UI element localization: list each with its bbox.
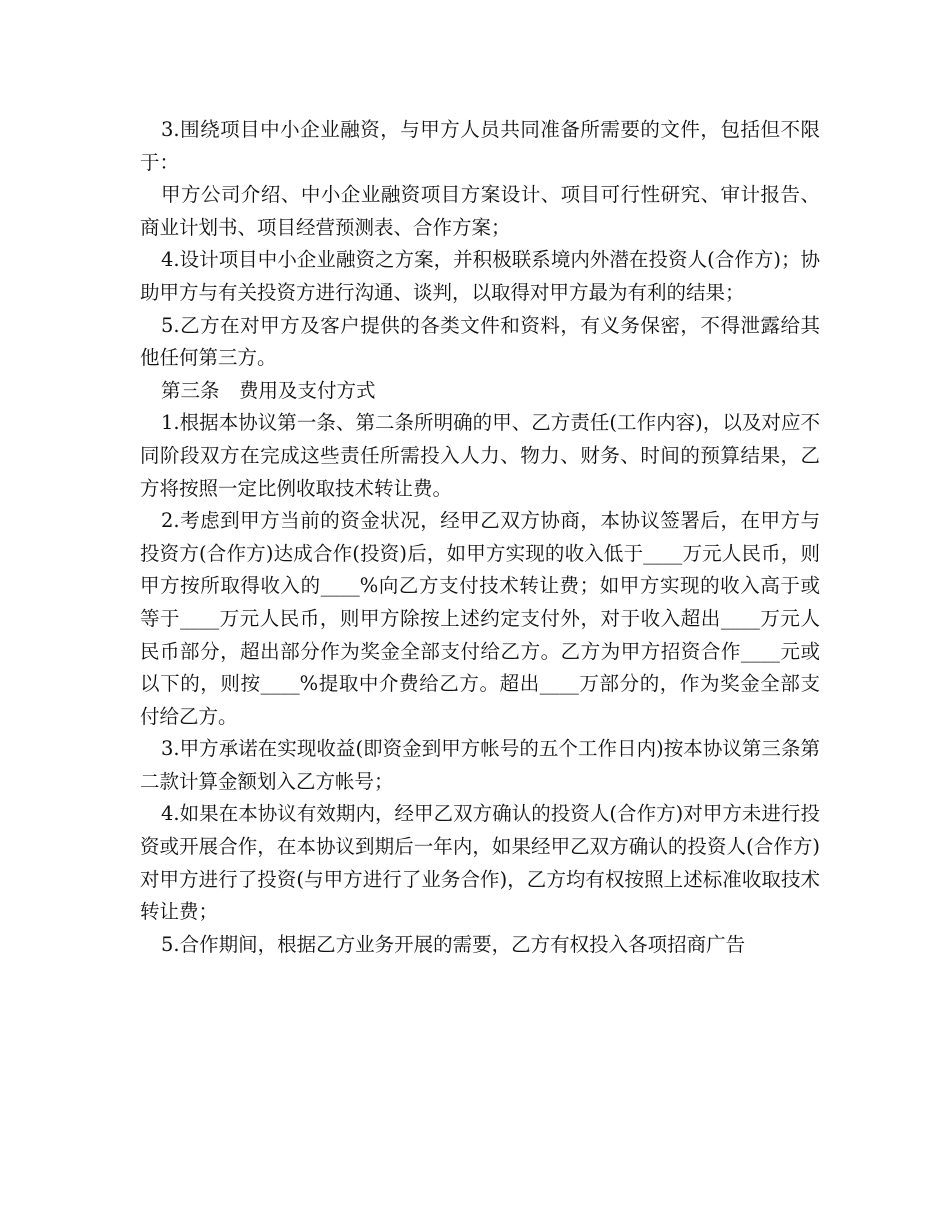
clause-3-item-5: 5.合作期间，根据乙方业务开展的需要，乙方有权投入各项招商广告 bbox=[161, 932, 746, 956]
clause-2-item-5: 5.乙方在对甲方及客户提供的各类文件和资料，有义务保密，不得泄露给其他任何第三方。 bbox=[140, 313, 820, 370]
clause-2-item-3-documents-list: 甲方公司介绍、中小企业融资项目方案设计、项目可行性研究、审计报告、商业计划书、项目经营预测表、合作方案； bbox=[140, 183, 820, 239]
clause-3-item-1: 1.根据本协议第一条、第二条所明确的甲、乙方责任(工作内容)，以及对应不同阶段双方在完成这些责任所需投入人力、物力、财务、时间的预算结果，乙方将按照一定比例收取技术转让费。 bbox=[140, 411, 820, 500]
clause-2-item-3: 3.围绕项目中小企业融资，与甲方人员共同准备所需要的文件，包括但不限于： bbox=[140, 118, 820, 174]
clause-3-item-2: 2.考虑到甲方当前的资金状况，经甲乙双方协商，本协议签署后，在甲方与投资方(合作方)达成合作(投资)后，如甲方实现的收入低于____万元人民币，则甲方按所取得收入的____%向乙方支付技术转让费；如甲方实现的收入高于或等于____万元人民币，则甲方除按上述约定支付外，对于收入超出____万元人民币部分，超出部分作为奖金全部支付给乙方。乙方为甲方招资合作____元或以下的，则按____%提取中介费给乙方。超出____万部分的，作为奖金全部支付给乙方。 bbox=[140, 509, 820, 728]
document-page bbox=[140, 114, 820, 961]
clause-3-heading: 第三条 费用及支付方式 bbox=[161, 378, 376, 402]
clause-3-item-3: 3.甲方承诺在实现收益(即资金到甲方帐号的五个工作日内)按本协议第三条第二款计算金额划入乙方帐号； bbox=[140, 737, 820, 793]
clause-2-item-4: 4.设计项目中小企业融资之方案，并积极联系境内外潜在投资人(合作方)；协助甲方与有关投资方进行沟通、谈判，以取得对甲方最为有利的结果； bbox=[140, 248, 820, 304]
clause-3-item-4: 4.如果在本协议有效期内，经甲乙双方确认的投资人(合作方)对甲方未进行投资或开展合作，在本协议到期后一年内，如果经甲乙双方确认的投资人(合作方)对甲方进行了投资(与甲方进行了业务合作)，乙方均有权按照上述标准收取技术转让费； bbox=[140, 802, 820, 924]
